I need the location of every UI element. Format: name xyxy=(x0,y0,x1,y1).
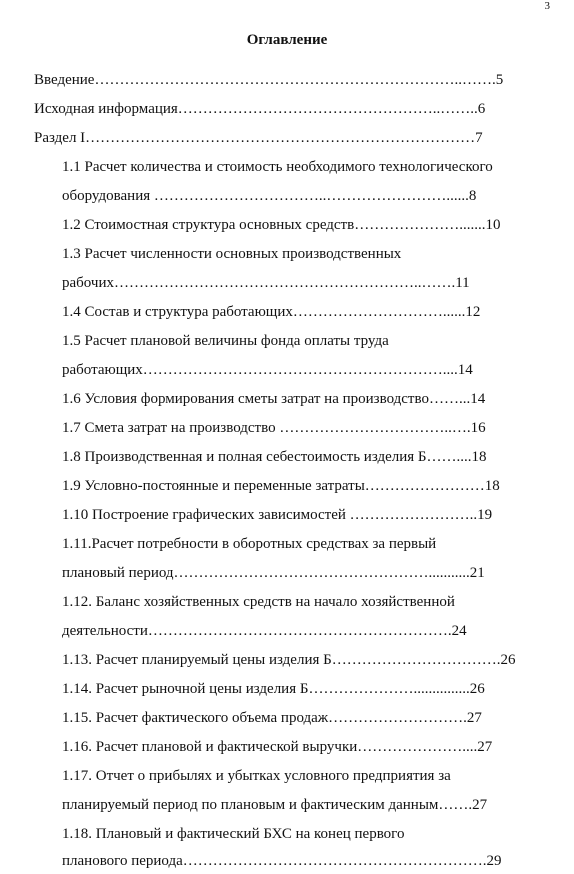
toc-entry-1-5: 1.5 Расчет плановой величины фонда оплаты труда xyxy=(62,333,389,349)
toc-entry-1-3-cont: рабочих……………………………………………………..…….11 xyxy=(62,275,470,291)
toc-entry-1-12: 1.12. Баланс хозяйственных средств на начало хозяйственной xyxy=(62,594,455,610)
toc-entry-introduction: Введение………………………………………………………………..…….5 xyxy=(34,72,504,88)
toc-entry-1-18-cont: планового периода…………………………………………………….29 xyxy=(62,853,502,869)
toc-entry-1-1: 1.1 Расчет количества и стоимость необходимого технологического xyxy=(62,159,493,175)
toc-entry-1-16: 1.16. Расчет плановой и фактической выручки…………………....27 xyxy=(62,739,493,755)
toc-entry-1-3: 1.3 Расчет численности основных производственных xyxy=(62,246,402,262)
toc-entry-1-6: 1.6 Условия формирования сметы затрат на производство……...14 xyxy=(62,391,486,407)
toc-title: Оглавление xyxy=(246,32,328,48)
toc-entry-1-11: 1.11.Расчет потребности в оборотных средствах за первый xyxy=(62,536,437,552)
toc-entry-1-5-cont: работающих……………………………………………………....14 xyxy=(62,362,473,378)
toc-entry-1-7: 1.7 Смета затрат на производство ……………………………..….16 xyxy=(62,420,486,436)
toc-entry-1-14: 1.14. Расчет рыночной цены изделия Б…………………...............26 xyxy=(62,681,485,697)
toc-entry-1-17: 1.17. Отчет о прибылях и убытках условного предприятия за xyxy=(62,768,451,784)
toc-entry-section-1: Раздел I……………………………………………………………………7 xyxy=(34,130,483,146)
toc-entry-1-17-cont: планируемый период по плановым и фактическим данным…….27 xyxy=(62,797,488,813)
toc-entry-1-12-cont: деятельности…………………………………………………….24 xyxy=(62,623,467,639)
toc-entry-1-1-cont: оборудования ……………………………..……………………......8 xyxy=(62,188,477,204)
toc-entry-1-4: 1.4 Состав и структура работающих…………………………......12 xyxy=(62,304,481,320)
page-number: 3 xyxy=(544,0,550,12)
toc-entry-1-15: 1.15. Расчет фактического объема продаж……………………….27 xyxy=(62,710,482,726)
toc-entry-1-10: 1.10 Построение графических зависимостей ……………………..19 xyxy=(62,507,493,523)
toc-entry-1-2: 1.2 Стоимостная структура основных средств………………….......10 xyxy=(62,217,501,233)
toc-entry-1-18: 1.18. Плановый и фактический БХС на конец первого xyxy=(62,826,405,842)
toc-entry-1-8: 1.8 Производственная и полная себестоимость изделия Б……....18 xyxy=(62,449,487,465)
toc-entry-1-11-cont: плановый период……………………………………………...........21 xyxy=(62,565,485,581)
toc-entry-1-9: 1.9 Условно-постоянные и переменные затраты……………………18 xyxy=(62,478,500,494)
toc-entry-1-13: 1.13. Расчет планируемый цены изделия Б…………………………….26 xyxy=(62,652,516,668)
toc-entry-source-info: Исходная информация……………………………………………..……..6 xyxy=(34,101,486,117)
